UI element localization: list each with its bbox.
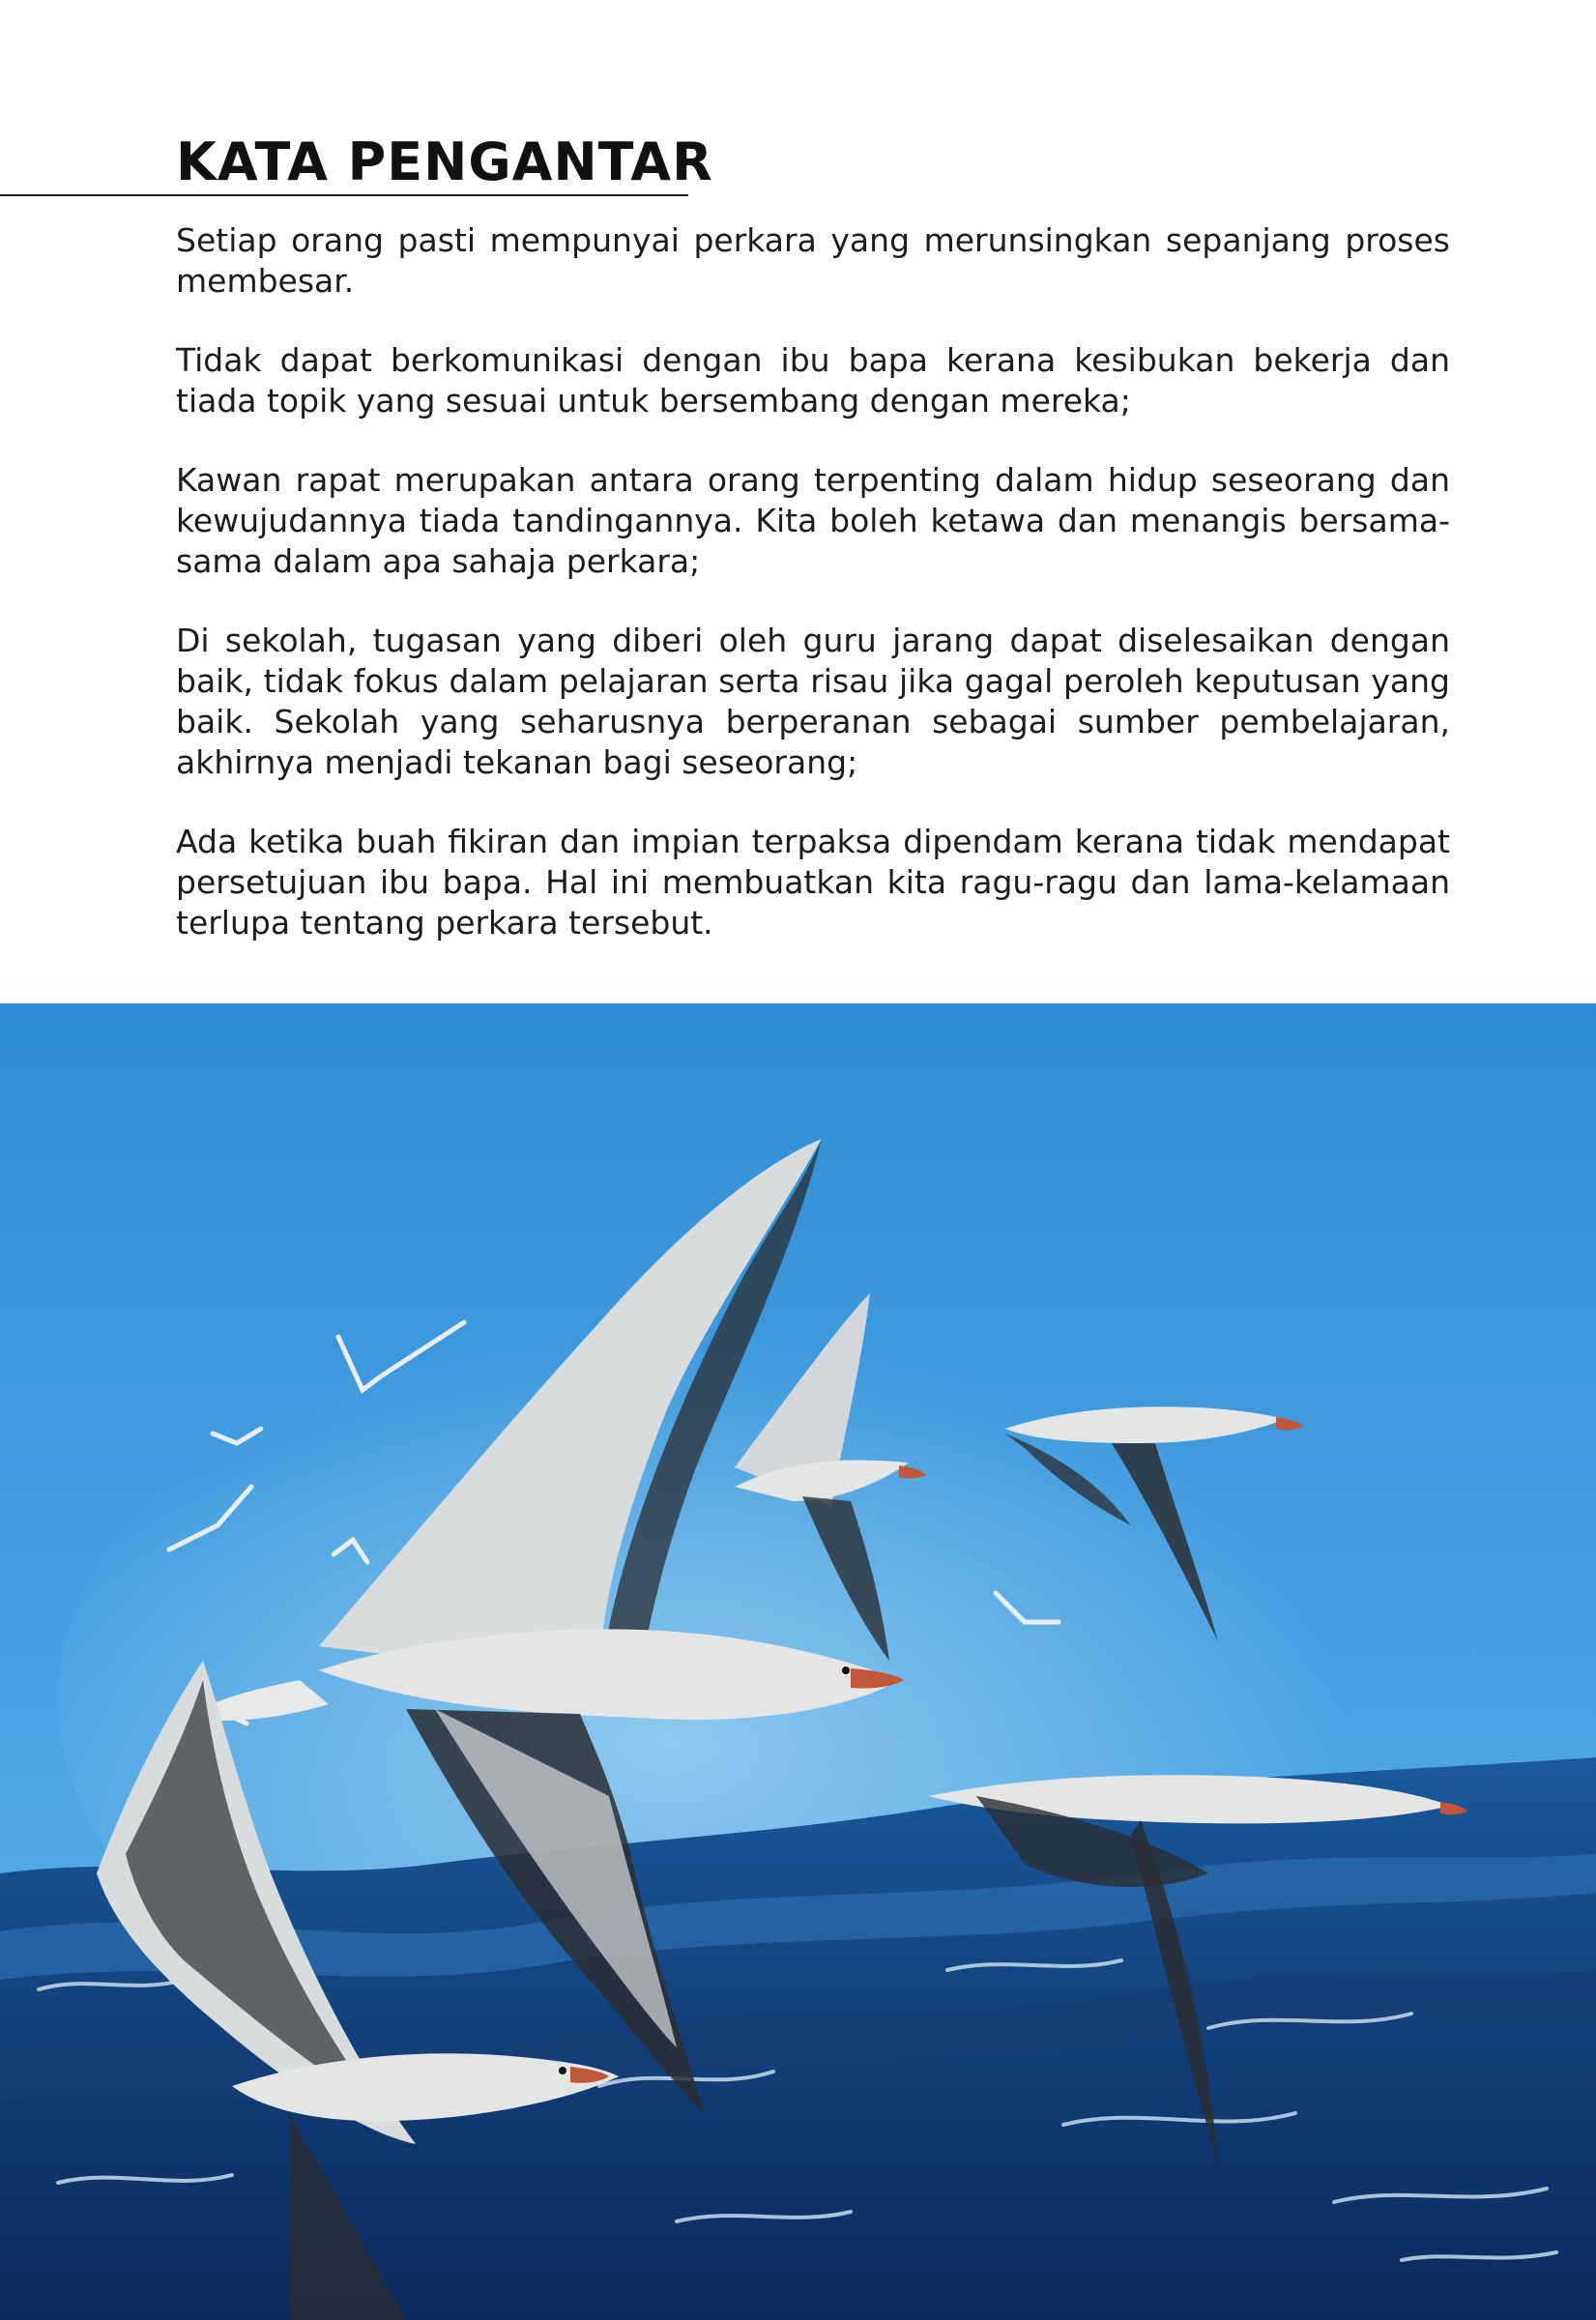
seagulls-scene (0, 1003, 1596, 2320)
paragraph-4: Di sekolah, tugasan yang diberi oleh guru jarang dapat diselesaikan dengan baik, tidak fokus dalam pelajaran serta risau jika gagal peroleh keputusan yang baik. Sekolah yang seharusnya berperanan sebagai sumber pembelajaran, akhirnya menjadi tekanan bagi seseorang; (176, 622, 1450, 781)
paragraph-1: Setiap orang pasti mempunyai perkara yang merunsingkan sepanjang proses membesar. (176, 221, 1450, 300)
paragraph-5: Ada ketika buah fikiran dan impian terpaksa dipendam kerana tidak mendapat persetujuan ibu bapa. Hal ini membuatkan kita ragu-ragu dan lama-kelamaan terlupa tentang perkara tersebut. (176, 823, 1450, 942)
preface-body (176, 220, 1450, 982)
paragraph-3: Kawan rapat merupakan antara orang terpenting dalam hidup seseorang dan kewujudannya tiada tandingannya. Kita boleh ketawa dan menangis bersama-sama dalam apa sahaja perkara; (176, 461, 1450, 580)
page-title: KATA PENGANTAR (176, 131, 713, 192)
title-underline (0, 194, 688, 196)
seagulls-illustration (0, 1003, 1596, 2320)
paragraph-2: Tidak dapat berkomunikasi dengan ibu bapa kerana kesibukan bekerja dan tiada topik yang sesuai untuk bersembang dengan mereka; (176, 341, 1450, 420)
